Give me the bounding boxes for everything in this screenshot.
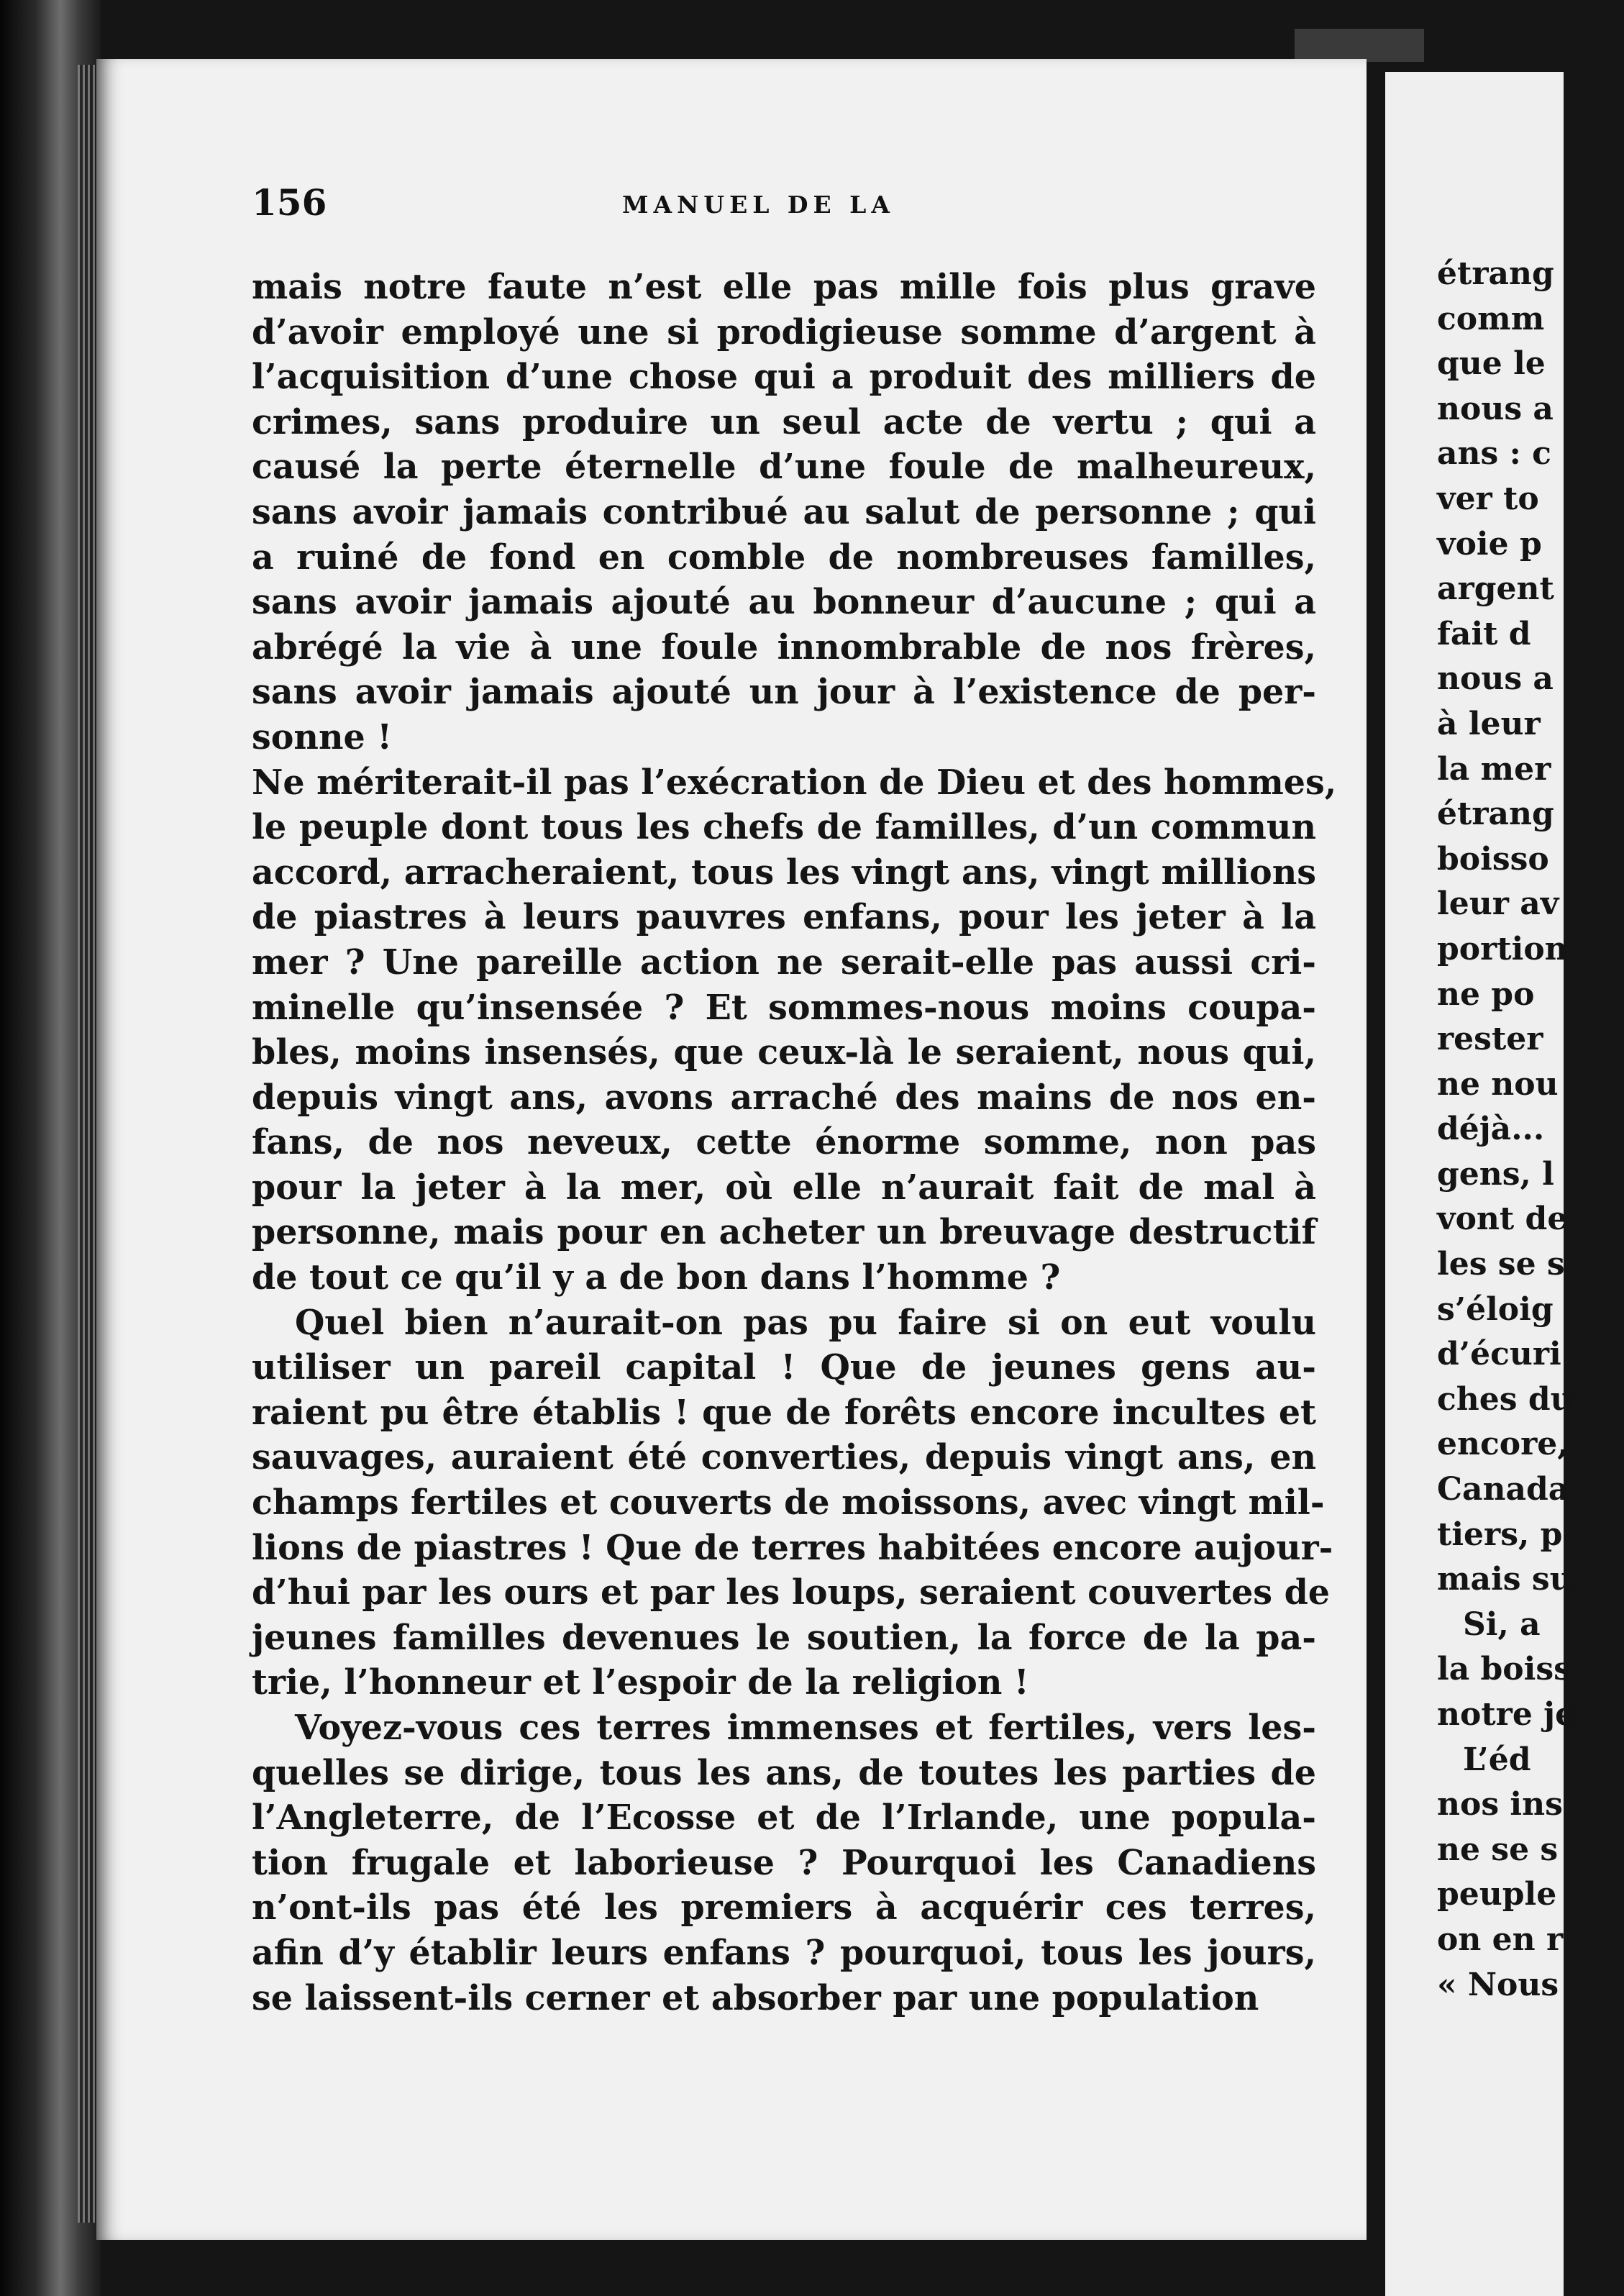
text-line: mer ? Une pareille action ne serait-elle pas aussi cri- <box>252 942 1316 983</box>
facing-text-line: à leur <box>1437 705 1541 742</box>
text-line: trie, l’honneur et l’espoir de la religion ! <box>252 1662 1029 1703</box>
facing-text-line: ne po <box>1437 975 1535 1013</box>
facing-text-line: Canada <box>1437 1471 1569 1508</box>
running-head: MANUEL DE LA <box>622 191 895 219</box>
text-line: minelle qu’insensée ? Et sommes-nous moins coupa- <box>252 987 1316 1028</box>
text-line: de piastres à leurs pauvres enfans, pour les jeter à la <box>252 897 1316 938</box>
text-line: fans, de nos neveux, cette énorme somme, non pas <box>252 1122 1316 1163</box>
text-line: jeunes familles devenues le soutien, la force de la pa- <box>252 1617 1316 1658</box>
facing-text-line: que le <box>1437 345 1546 383</box>
text-line: lions de piastres ! Que de terres habitées encore aujour- <box>252 1527 1333 1568</box>
facing-text-line: on en r <box>1437 1921 1564 1958</box>
facing-text-line: ver to <box>1437 480 1539 517</box>
facing-text-line: ne se s <box>1437 1831 1559 1868</box>
text-line: d’hui par les ours et par les loups, seraient couvertes de <box>252 1572 1331 1613</box>
facing-text-line: boisso <box>1437 840 1549 878</box>
text-line: sans avoir jamais ajouté un jour à l’existence de per- <box>252 672 1316 713</box>
facing-text-line: gens, l <box>1437 1155 1554 1193</box>
facing-text-line: ches du <box>1437 1380 1574 1418</box>
text-line: mais notre faute n’est elle pas mille fois plus grave <box>252 267 1316 307</box>
facing-text-line: la boiss <box>1437 1651 1571 1688</box>
text-line: l’Angleterre, de l’Ecosse et de l’Irlande, une popula- <box>252 1798 1316 1839</box>
text-line: Ne mériterait-il pas l’exécration de Dieu et des hommes, <box>252 762 1337 803</box>
text-line: utiliser un pareil capital ! Que de jeunes gens au- <box>252 1347 1316 1388</box>
facing-text-line: les se s <box>1437 1246 1565 1283</box>
facing-text-line: voie p <box>1437 525 1542 562</box>
facing-text-line: fait d <box>1437 615 1531 652</box>
facing-text-line: « Nous <box>1437 1966 1559 2003</box>
text-line: sonne ! <box>252 716 393 757</box>
text-line: se laissent-ils cerner et absorber par une population <box>252 1977 1259 2018</box>
facing-text-line: peuple <box>1437 1876 1557 1913</box>
text-line: quelles se dirige, tous les ans, de toutes les parties de <box>252 1752 1316 1793</box>
facing-text-line: comm <box>1437 300 1545 337</box>
text-line: crimes, sans produire un seul acte de vertu ; qui a <box>252 401 1316 442</box>
page-number: 156 <box>252 181 327 224</box>
facing-text-line: nous a <box>1437 660 1554 698</box>
facing-text-line: L’éd <box>1463 1741 1531 1778</box>
text-line: le peuple dont tous les chefs de familles, d’un commun <box>252 807 1316 848</box>
text-line: accord, arracheraient, tous les vingt ans, vingt millions <box>252 852 1316 893</box>
facing-page-text <box>1437 252 1624 2008</box>
text-line: champs fertiles et couverts de moissons, avec vingt mil- <box>252 1482 1325 1523</box>
text-line: pour la jeter à la mer, où elle n’aurait fait de mal à <box>252 1167 1316 1208</box>
facing-text-line: la mer <box>1437 750 1551 788</box>
facing-text-line: portion <box>1437 930 1568 967</box>
page-body-text <box>252 265 1337 2021</box>
text-line: depuis vingt ans, avons arraché des mains de nos en- <box>252 1077 1316 1118</box>
facing-text-line: étrang <box>1437 255 1554 292</box>
text-line: causé la perte éternelle d’une foule de malheureux, <box>252 447 1316 488</box>
book-spine-tab <box>1295 29 1424 62</box>
text-line: sans avoir jamais contribué au salut de personne ; qui <box>252 491 1316 532</box>
text-line: l’acquisition d’une chose qui a produit des milliers de <box>252 357 1316 398</box>
text-line: abrégé la vie à une foule innombrable de nos frères, <box>252 627 1316 668</box>
text-line: raient pu être établis ! que de forêts encore incultes et <box>252 1392 1316 1433</box>
facing-text-line: rester <box>1437 1021 1543 1058</box>
facing-text-line: encore, <box>1437 1426 1569 1463</box>
text-line: n’ont-ils pas été les premiers à acquérir ces terres, <box>252 1887 1316 1928</box>
facing-text-line: ans : c <box>1437 435 1551 473</box>
text-line: sans avoir jamais ajouté au bonneur d’aucune ; qui a <box>252 582 1316 623</box>
facing-text-line: tiers, p <box>1437 1516 1563 1553</box>
facing-text-line: étrang <box>1437 796 1554 833</box>
text-line: bles, moins insensés, que ceux-là le seraient, nous qui, <box>252 1032 1316 1073</box>
facing-text-line: notre je <box>1437 1696 1576 1733</box>
facing-text-line: nous a <box>1437 390 1554 427</box>
facing-text-line: déjà... <box>1437 1111 1545 1148</box>
facing-text-line: argent <box>1437 570 1554 608</box>
text-line: personne, mais pour en acheter un breuvage destructif <box>252 1212 1316 1253</box>
text-line: tion frugale et laborieuse ? Pourquoi les Canadiens <box>252 1842 1316 1883</box>
facing-text-line: s’éloig <box>1437 1290 1554 1328</box>
facing-text-line: nos ins <box>1437 1786 1563 1823</box>
facing-text-line: vont de <box>1437 1201 1568 1238</box>
text-line: sauvages, auraient été converties, depuis vingt ans, en <box>252 1437 1316 1478</box>
facing-text-line: ne nou <box>1437 1065 1559 1103</box>
text-line: de tout ce qu’il y a de bon dans l’homme ? <box>252 1257 1061 1298</box>
text-line: d’avoir employé une si prodigieuse somme d’argent à <box>252 311 1316 352</box>
facing-text-line: d’écuri <box>1437 1336 1561 1373</box>
text-line: afin d’y établir leurs enfans ? pourquoi, tous les jours, <box>252 1932 1316 1973</box>
facing-text-line: leur av <box>1437 885 1559 923</box>
text-line: Voyez-vous ces terres immenses et fertiles, vers les- <box>295 1708 1316 1748</box>
facing-text-line: Si, a <box>1463 1605 1541 1643</box>
text-line: a ruiné de fond en comble de nombreuses familles, <box>252 537 1316 578</box>
facing-text-line: mais su <box>1437 1561 1573 1598</box>
text-line: Quel bien n’aurait-on pas pu faire si on eut voulu <box>295 1302 1316 1343</box>
